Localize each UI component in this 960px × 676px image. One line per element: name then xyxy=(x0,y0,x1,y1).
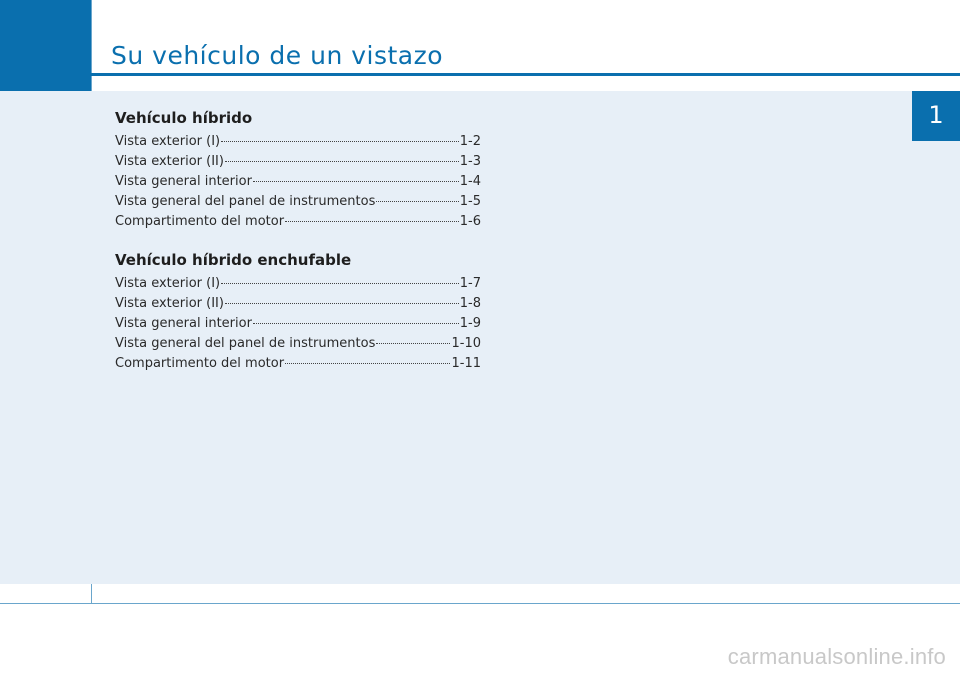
entry-text: Compartimento del motor xyxy=(115,214,285,229)
dot-leader xyxy=(253,180,459,182)
title-underline xyxy=(91,73,960,76)
entry-text: Vista exterior (II) xyxy=(115,296,224,311)
toc-entry-exterior-1[interactable] xyxy=(115,274,481,294)
toc-entry-instrument-panel[interactable] xyxy=(115,334,481,354)
dot-leader xyxy=(376,200,458,202)
toc-entry-exterior-1[interactable] xyxy=(115,132,481,152)
toc-entry-interior[interactable] xyxy=(115,314,481,334)
entry-text: Vista general del panel de instrumentos xyxy=(115,336,376,351)
entry-text: Vista general del panel de instrumentos xyxy=(115,194,376,209)
corner-color-block xyxy=(0,0,91,91)
chapter-tab[interactable]: 1 xyxy=(912,91,960,141)
toc-entry-interior[interactable] xyxy=(115,172,481,192)
toc-entry-instrument-panel[interactable] xyxy=(115,192,481,212)
toc-entry-exterior-2[interactable] xyxy=(115,294,481,314)
dot-leader xyxy=(376,342,450,344)
entry-text: Vista exterior (II) xyxy=(115,154,224,169)
dot-leader xyxy=(225,302,459,304)
page-ref: 1-4 xyxy=(459,174,481,189)
entry-text: Compartimento del motor xyxy=(115,356,285,371)
page-ref: 1-10 xyxy=(451,336,481,351)
toc-entry-engine-compartment[interactable] xyxy=(115,212,481,232)
entry-text: Vista exterior (I) xyxy=(115,276,221,291)
page-title: Su vehículo de un vistazo xyxy=(111,41,444,70)
page-ref: 1-11 xyxy=(451,356,481,371)
dot-leader xyxy=(225,160,459,162)
section-title: Vehículo híbrido enchufable xyxy=(115,251,352,269)
toc-entry-engine-compartment[interactable] xyxy=(115,354,481,374)
dot-leader xyxy=(253,322,459,324)
page-ref: 1-2 xyxy=(459,134,481,149)
page-ref: 1-9 xyxy=(459,316,481,331)
toc-section-hybrid xyxy=(115,108,481,232)
section-title: Vehículo híbrido xyxy=(115,109,253,127)
page-ref: 1-8 xyxy=(459,296,481,311)
page-ref: 1-5 xyxy=(459,194,481,209)
entry-text: Vista general interior xyxy=(115,174,252,189)
page-ref: 1-3 xyxy=(459,154,481,169)
toc-entry-exterior-2[interactable] xyxy=(115,152,481,172)
entry-text: Vista general interior xyxy=(115,316,252,331)
entry-text: Vista exterior (I) xyxy=(115,134,221,149)
dot-leader xyxy=(285,220,459,222)
dot-leader xyxy=(221,140,459,142)
page-ref: 1-7 xyxy=(459,276,481,291)
table-of-contents xyxy=(115,108,481,392)
dot-leader xyxy=(285,362,450,364)
dot-leader xyxy=(221,282,459,284)
watermark: carmanualsonline.info xyxy=(727,644,946,669)
toc-section-plugin-hybrid xyxy=(115,250,481,374)
bottom-rule xyxy=(0,603,960,604)
page-ref: 1-6 xyxy=(459,214,481,229)
